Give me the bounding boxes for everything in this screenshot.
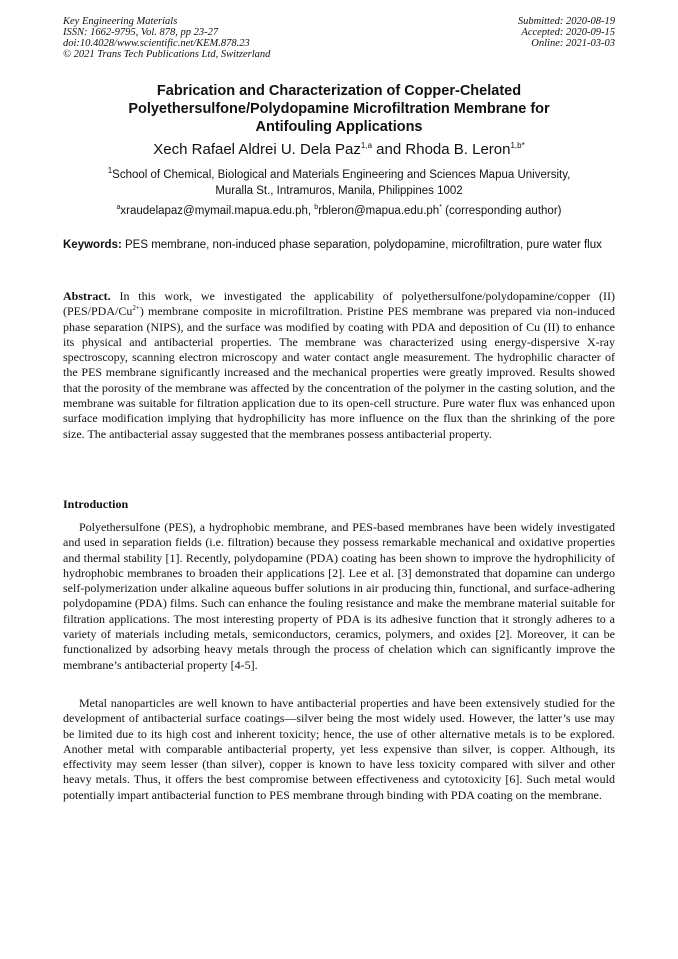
- introduction-paragraph-2: Metal nanoparticles are well known to have antibacterial properties and have been extensively studied for the development of antibacterial surface coatings—silver being the most widely used. However, the latter’s use may be limited due to its high cost and inherent toxicity; hence, the use of other alternative metals is to be explored. Another metal with comparable antibacterial property, yet less expensive than silver, is copper. Although, its effectivity may seem lesser (than silver), copper is known to have less toxicity compared with silver and other heavy metals. Thus, it offers the best compromise between effectiveness and cytotoxicity [6]. Such metal would potentially impart antibacterial function to PES membrane through binding with PDA coating on the membrane.: [63, 696, 615, 802]
- journal-name: Key Engineering Materials: [63, 16, 178, 27]
- abstract: [63, 289, 615, 442]
- accepted-date: Accepted: 2020-09-15: [521, 27, 615, 38]
- online-date: Online: 2021-03-03: [531, 38, 615, 49]
- title-line-3: Antifouling Applications: [255, 119, 423, 135]
- submitted-date: Submitted: 2020-08-19: [517, 16, 615, 27]
- introduction-paragraph-1: Polyethersulfone (PES), a hydrophobic membrane, and PES-based membranes have been widely investigated and used in separation fields (i.e. filtration) because they possess remarkable mechanical and oxidative properties and thermal stability [1]. Recently, polydopamine (PDA) coating has been shown to improve the hydrophilicity of hydrophobic membranes to broaden their applications [2]. Lee et al. [3] demonstrated that dopamine can undergo self-polymerization under alkaline aqueous buffer solutions in air producing thin, functional, and surface-adhering polydopamine (PDA) films. Such can enhance the fouling resistance and make the membrane material suitable for filtration applications. The most interesting property of PDA is its adhesive function that it strongly adheres to a variety of materials including metals, semiconductors, ceramics, polymers, and oxides [2]. Moreover, it can be functionalized by adsorbing heavy metals through the process of chelation which can significantly improve the membrane’s antibacterial property [4-5].: [63, 520, 615, 672]
- keywords-text: PES membrane, non-induced phase separation, polydopamine, microfiltration, pure water flux: [121, 239, 602, 251]
- author-1-affiliation: 1,a: [360, 141, 373, 150]
- email-author-2[interactable]: rbleron@mapua.edu.ph: [318, 205, 440, 217]
- author-1: Xech Rafael Aldrei U. Dela Paz: [153, 141, 361, 158]
- corresponding-note: (corresponding author): [441, 205, 562, 217]
- abstract-label: Abstract.: [63, 289, 111, 303]
- author-conjunction: and: [372, 141, 406, 158]
- keywords-label: Keywords:: [63, 239, 122, 251]
- abstract-superscript: 2+: [132, 304, 140, 313]
- keywords: [63, 237, 615, 253]
- author-2-affiliation: 1,b*: [510, 141, 525, 150]
- affiliation-marker: 1: [107, 166, 113, 176]
- author-emails: [63, 203, 615, 219]
- title-line-2: Polyethersulfone/Polydopamine Microfiltration Membrane for: [128, 101, 550, 117]
- affiliation: [63, 167, 615, 199]
- copyright: © 2021 Trans Tech Publications Ltd, Switzerland: [63, 49, 271, 60]
- email-author-1[interactable]: xraudelapaz@mymail.mapua.edu.ph,: [120, 205, 312, 217]
- abstract-text-a: In this work, we investigated the applicability of polyethersulfone/polydopamine/copper (II) (PES/PDA/Cu: [63, 289, 615, 319]
- affiliation-line-2: Muralla St., Intramuros, Manila, Philippines 1002: [215, 185, 463, 197]
- author-list: [63, 141, 615, 159]
- abstract-text-b: ) membrane composite in microfiltration. Pristine PES membrane was prepared via non-induced phase separation (NIPS), and the surface was modified by coating with PDA and deposition of Cu (II) to enhance its physical and antibacterial properties. The membrane was characterized using energy-dispersive X-ray spectroscopy, scanning electron microscopy and water contact angle measurement. The hydrophilic character of the PES membrane significantly increased and the mechanical properties were greatly improved. Results showed that the porosity of the membrane was affected by the concentration of the polymer in the casting solution, and the membrane was suitable for filtration application due to its open-cell structure. Pure water flux was enhanced upon surface modification implying that hydrophilicity has more influence on the flux than the shrinking of the pore size. The antibacterial assay suggested that the membranes possess antibacterial property.: [63, 304, 615, 441]
- email-marker-b: b: [314, 204, 319, 212]
- title-line-1: Fabrication and Characterization of Copper-Chelated: [156, 83, 522, 99]
- email-marker-a: a: [116, 204, 121, 212]
- section-heading-introduction: Introduction: [63, 497, 129, 511]
- doi-link[interactable]: doi:10.4028/www.scientific.net/KEM.878.23: [63, 38, 250, 49]
- issn-volume: ISSN: 1662-9795, Vol. 878, pp 23-27: [63, 27, 219, 38]
- publication-dates: [518, 16, 615, 49]
- affiliation-line-1: School of Chemical, Biological and Materials Engineering and Sciences Mapua University,: [112, 169, 571, 181]
- paper-title: [63, 82, 615, 136]
- author-2: Rhoda B. Leron: [405, 141, 511, 158]
- corresponding-marker: *: [439, 204, 442, 212]
- journal-info: [63, 16, 270, 60]
